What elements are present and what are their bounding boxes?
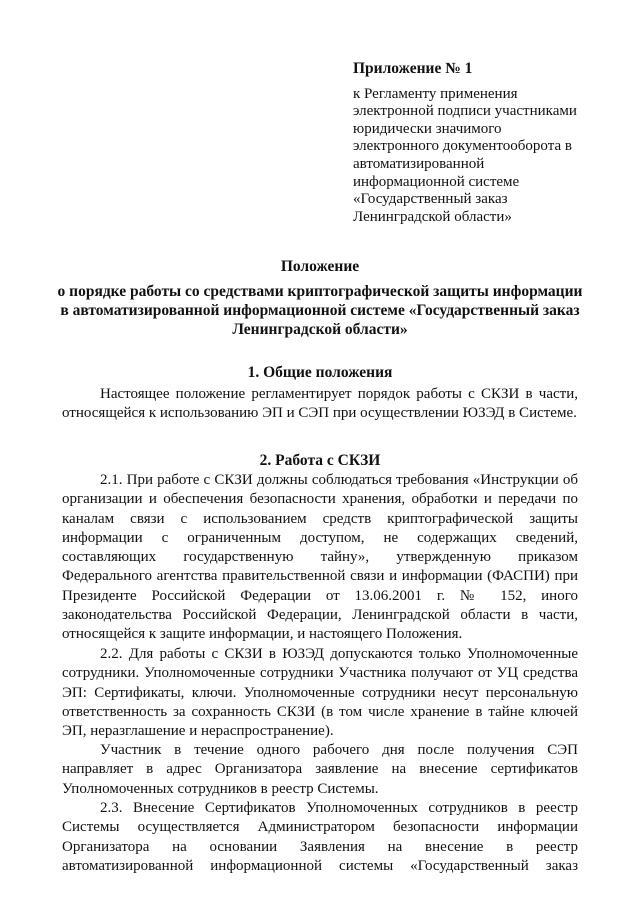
subtitle-line: в автоматизированной информационной системе «Государственный заказ [60, 302, 580, 319]
text-line: каналам связи с использованием средств криптографической защиты [62, 510, 578, 527]
appendix-line: к Регламенту применения [353, 85, 518, 102]
document-title: Положение [280, 258, 360, 275]
text-line: направляет в адрес Организатора заявление на внесение сертификатов [62, 761, 578, 778]
text-line: составляющих государственную тайну», утвержденную приказом [62, 549, 578, 566]
text-line: ответственность за сохранность СКЗИ (в том числе хранение в тайне ключей [62, 703, 578, 720]
section-2-heading: 2. Работа с СКЗИ [259, 452, 381, 469]
appendix-line: информационной системе [353, 173, 520, 190]
text-line: Федерального агентства правительственной связи и информации (ФАСПИ) при [62, 568, 578, 585]
text-line: законодательства Российской Федерации, Ленинградской области в части, [62, 607, 578, 624]
text-line: Президенте Российской Федерации от 13.06.2001 г. № 152, иного [62, 587, 578, 604]
text-line: Настоящее положение регламентирует порядок работы с СКЗИ в части, [100, 386, 578, 402]
section-2-paragraph-1 [62, 471, 578, 645]
text-line: Системы осуществляется Администратором безопасности информации [62, 819, 578, 836]
text-line: Уполномоченных сотрудников в реестр Системы. [62, 780, 379, 797]
text-line: относящейся к использованию ЭП и СЭП при осуществлении ЮЗЭД в Системе. [62, 405, 577, 422]
text-line: Участник в течение одного рабочего дня после получения СЭП [100, 742, 578, 758]
section-1-heading: 1. Общие положения [247, 364, 393, 381]
text-line: ЭП, неразглашение и нераспространение). [62, 723, 334, 740]
text-line: информации с ограниченным доступом, не содержащих сведений, [62, 529, 578, 546]
text-line: 2.1. При работе с СКЗИ должны соблюдаться требования «Инструкции об [100, 472, 578, 488]
section-2-paragraph-2 [62, 645, 578, 741]
text-line: относящейся к защите информации, и настоящего Положения. [62, 626, 463, 643]
subtitle-line: Ленинградской области» [232, 321, 408, 338]
subtitle-line: о порядке работы со средствами криптографической защиты информации [57, 283, 583, 300]
appendix-line: Ленинградской области» [353, 208, 512, 225]
appendix-line: электронной подписи участниками [353, 103, 577, 120]
appendix-block [353, 60, 593, 226]
text-line: автоматизированной информационной системы «Государственный заказ [62, 857, 578, 874]
text-line: 2.2. Для работы с СКЗИ в ЮЗЭД допускаются только Уполномоченные [100, 646, 578, 662]
text-line: сотрудники. Уполномоченные сотрудники Участника получают от УЦ средства [62, 665, 578, 682]
text-line: организации и обеспечения безопасности хранения, обработки и передачи по [62, 491, 578, 508]
appendix-line: юридически значимого [353, 120, 502, 137]
appendix-line: «Государственный заказ [353, 191, 508, 208]
section-2-paragraph-4 [62, 799, 578, 876]
text-line: Организатора на основании Заявления на внесение в реестр [62, 838, 578, 855]
section-2-paragraph-3 [62, 741, 578, 799]
appendix-title: Приложение № 1 [353, 60, 473, 77]
section-1-paragraph [62, 385, 578, 424]
text-line: 2.3. Внесение Сертификатов Уполномоченных сотрудников в реестр [100, 800, 578, 816]
appendix-line: электронного документооборота в [353, 138, 572, 155]
document-subtitle [40, 282, 600, 339]
appendix-line: автоматизированной [353, 155, 485, 172]
text-line: ЭП: Сертификаты, ключи. Уполномоченные сотрудники несут персональную [62, 684, 578, 701]
